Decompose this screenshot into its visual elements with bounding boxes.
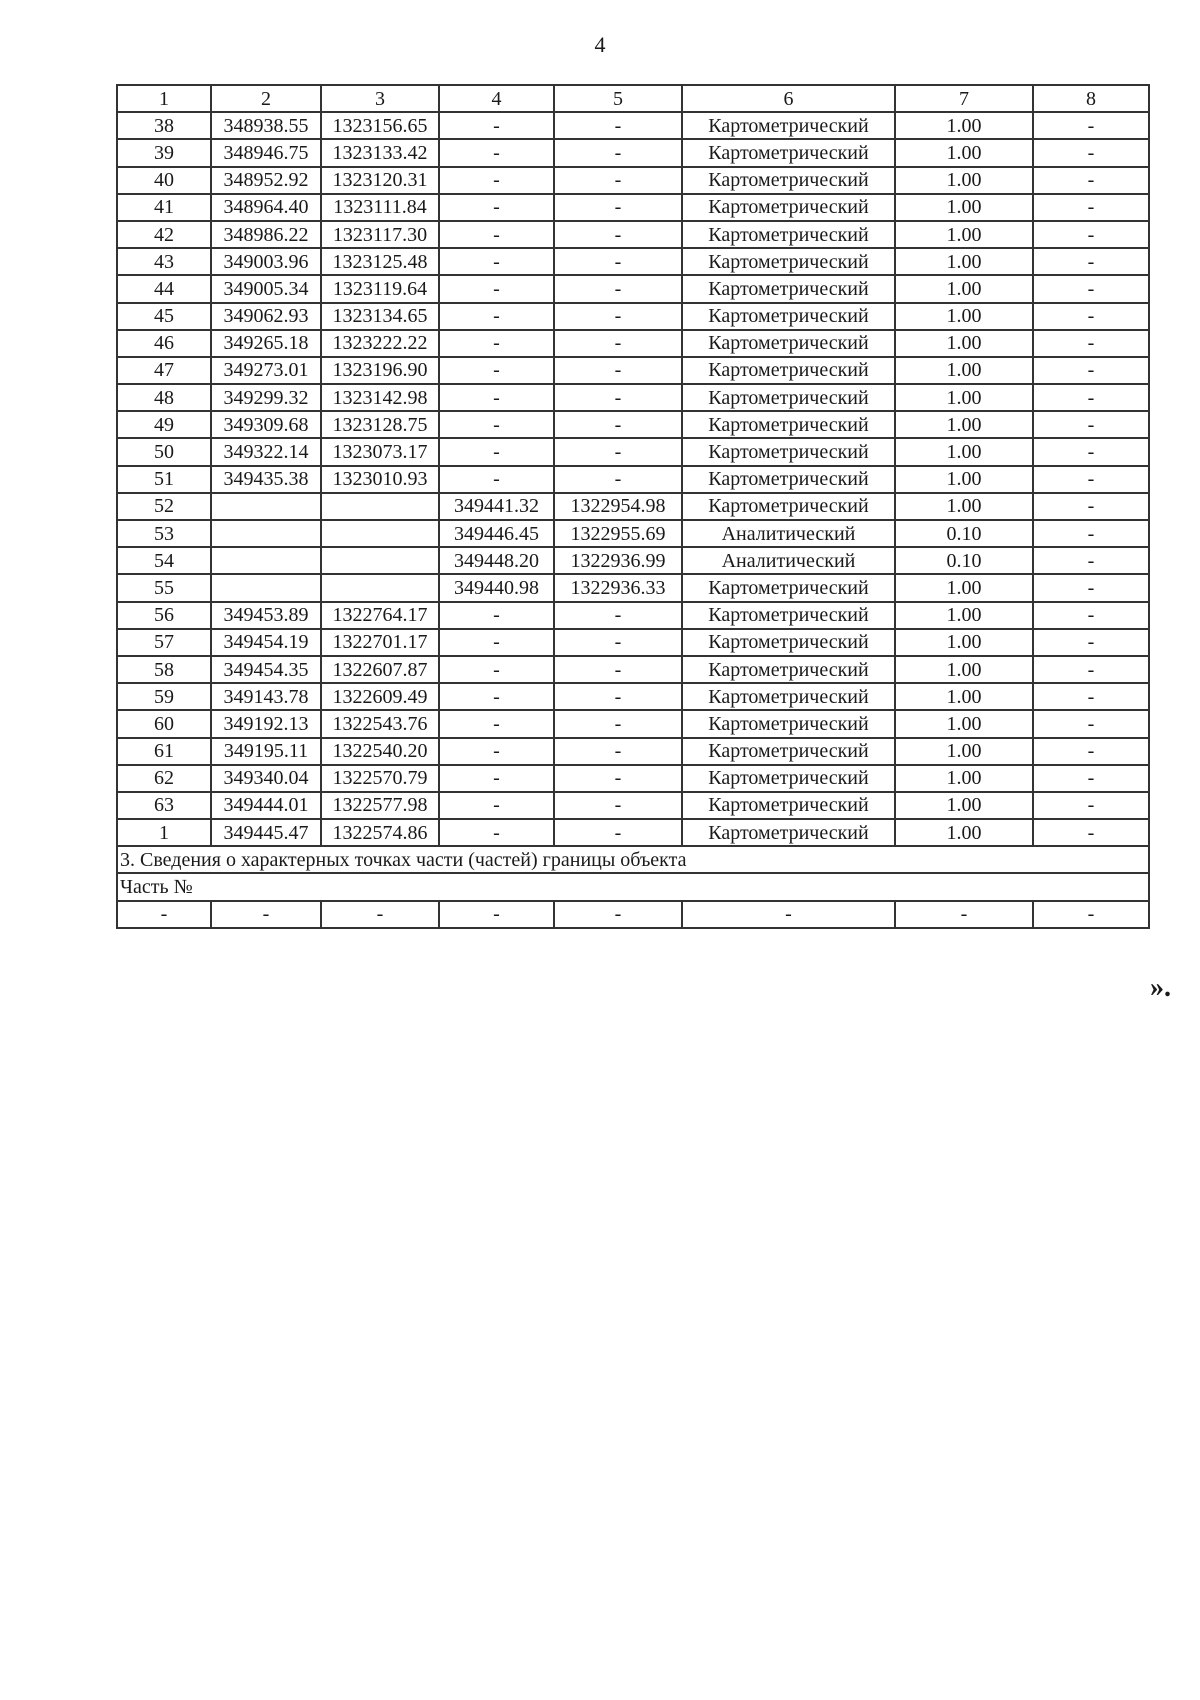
table-cell: 1.00 — [895, 710, 1033, 737]
table-cell: 349448.20 — [439, 547, 554, 574]
table-cell: - — [554, 275, 682, 302]
table-cell: 349195.11 — [211, 738, 321, 765]
table-cell: 1.00 — [895, 738, 1033, 765]
table-cell: 1323119.64 — [321, 275, 439, 302]
table-cell: Картометрический — [682, 194, 895, 221]
table-cell: Картометрический — [682, 139, 895, 166]
table-cell: - — [554, 357, 682, 384]
part-label-row — [117, 873, 1149, 900]
table-cell: - — [1033, 384, 1149, 411]
table-cell: - — [554, 330, 682, 357]
table-cell: - — [1033, 357, 1149, 384]
table-cell: 349322.14 — [211, 438, 321, 465]
table-cell: Картометрический — [682, 602, 895, 629]
table-cell: 1322954.98 — [554, 493, 682, 520]
part-label: Часть № — [117, 873, 1149, 900]
final-row — [117, 901, 1149, 928]
table-cell: 52 — [117, 493, 211, 520]
table-cell: 349454.19 — [211, 629, 321, 656]
table-row — [117, 411, 1149, 438]
table-cell: Картометрический — [682, 574, 895, 601]
table-cell: Картометрический — [682, 303, 895, 330]
table-cell: - — [1033, 765, 1149, 792]
table-cell: 1.00 — [895, 765, 1033, 792]
table-row — [117, 602, 1149, 629]
table-cell: 1322764.17 — [321, 602, 439, 629]
table-cell: - — [554, 466, 682, 493]
table-cell: 46 — [117, 330, 211, 357]
table-cell: 1323196.90 — [321, 357, 439, 384]
table-cell: 348964.40 — [211, 194, 321, 221]
table-cell: - — [439, 738, 554, 765]
table-cell: - — [1033, 520, 1149, 547]
table-cell: 1.00 — [895, 493, 1033, 520]
table-cell: 349273.01 — [211, 357, 321, 384]
table-row — [117, 438, 1149, 465]
table-cell: 1322543.76 — [321, 710, 439, 737]
table-cell: Аналитический — [682, 520, 895, 547]
table-row — [117, 112, 1149, 139]
header-cell: 7 — [895, 85, 1033, 112]
table-cell: 348986.22 — [211, 221, 321, 248]
table-cell: - — [439, 139, 554, 166]
coordinates-table — [116, 84, 1150, 929]
table-cell: 349143.78 — [211, 683, 321, 710]
table-cell — [321, 520, 439, 547]
table-cell: - — [439, 466, 554, 493]
table-cell: 1.00 — [895, 819, 1033, 846]
header-cell: 4 — [439, 85, 554, 112]
table-cell: - — [439, 112, 554, 139]
closing-quote: ». — [1150, 972, 1171, 1003]
table-cell: 54 — [117, 547, 211, 574]
table-cell: 349444.01 — [211, 792, 321, 819]
table-cell: - — [439, 167, 554, 194]
table-cell: - — [1033, 602, 1149, 629]
table-cell: 1322955.69 — [554, 520, 682, 547]
table-cell: 59 — [117, 683, 211, 710]
table-cell: - — [554, 819, 682, 846]
table-cell: - — [682, 901, 895, 928]
table-cell: - — [554, 792, 682, 819]
table-cell: 1.00 — [895, 112, 1033, 139]
table-cell: 1 — [117, 819, 211, 846]
table-cell — [321, 493, 439, 520]
table-cell: 1.00 — [895, 139, 1033, 166]
table-cell: 1.00 — [895, 275, 1033, 302]
table-cell: - — [439, 357, 554, 384]
table-cell — [211, 547, 321, 574]
table-row — [117, 303, 1149, 330]
table-cell: Картометрический — [682, 765, 895, 792]
section-title-row — [117, 846, 1149, 873]
table-cell: 349454.35 — [211, 656, 321, 683]
header-cell: 3 — [321, 85, 439, 112]
table-cell: - — [439, 194, 554, 221]
header-cell: 2 — [211, 85, 321, 112]
table-cell: - — [1033, 574, 1149, 601]
table-cell: - — [554, 411, 682, 438]
table-row — [117, 221, 1149, 248]
table-cell: Картометрический — [682, 357, 895, 384]
table-cell — [211, 520, 321, 547]
table-cell: - — [439, 656, 554, 683]
table-cell: - — [439, 275, 554, 302]
table-cell: Картометрический — [682, 792, 895, 819]
header-cell: 6 — [682, 85, 895, 112]
table-cell: 48 — [117, 384, 211, 411]
table-cell: 1.00 — [895, 411, 1033, 438]
table-row — [117, 493, 1149, 520]
table-cell: 349340.04 — [211, 765, 321, 792]
table-cell: 50 — [117, 438, 211, 465]
table-cell: 348946.75 — [211, 139, 321, 166]
table-cell: 1.00 — [895, 357, 1033, 384]
section-title: 3. Сведения о характерных точках части (частей) границы объекта — [117, 846, 1149, 873]
table-row — [117, 765, 1149, 792]
table-cell: - — [554, 139, 682, 166]
table-cell — [321, 547, 439, 574]
table-cell: - — [554, 384, 682, 411]
table-cell: 47 — [117, 357, 211, 384]
table-row — [117, 710, 1149, 737]
table-row — [117, 738, 1149, 765]
table-cell: 349309.68 — [211, 411, 321, 438]
header-cell: 5 — [554, 85, 682, 112]
table-cell: 1322540.20 — [321, 738, 439, 765]
table-cell: - — [1033, 738, 1149, 765]
table-cell: 1323134.65 — [321, 303, 439, 330]
table-cell: - — [895, 901, 1033, 928]
table-cell: Картометрический — [682, 330, 895, 357]
table-cell: - — [1033, 792, 1149, 819]
table-cell: 1322570.79 — [321, 765, 439, 792]
table-cell: - — [554, 167, 682, 194]
table-row — [117, 466, 1149, 493]
table-cell: Картометрический — [682, 112, 895, 139]
table-cell: 349003.96 — [211, 248, 321, 275]
table-cell: 61 — [117, 738, 211, 765]
table-cell: - — [554, 438, 682, 465]
table-cell: Картометрический — [682, 493, 895, 520]
page-number: 4 — [594, 32, 606, 57]
table-cell: 1.00 — [895, 656, 1033, 683]
table-cell: 1323142.98 — [321, 384, 439, 411]
table-cell: 1.00 — [895, 330, 1033, 357]
table-cell: - — [439, 629, 554, 656]
header-cell: 8 — [1033, 85, 1149, 112]
table-cell: 349192.13 — [211, 710, 321, 737]
table-cell: 57 — [117, 629, 211, 656]
table-cell: 0.10 — [895, 520, 1033, 547]
table-cell: - — [1033, 656, 1149, 683]
table-cell: - — [554, 656, 682, 683]
table-cell: 49 — [117, 411, 211, 438]
table-cell: 349453.89 — [211, 602, 321, 629]
table-cell: Картометрический — [682, 384, 895, 411]
table-cell — [321, 574, 439, 601]
table-cell: - — [117, 901, 211, 928]
table-cell: 1322609.49 — [321, 683, 439, 710]
table-cell: 1323156.65 — [321, 112, 439, 139]
table-cell: - — [554, 738, 682, 765]
table-cell: - — [1033, 330, 1149, 357]
table-cell: 1.00 — [895, 683, 1033, 710]
table-cell: 42 — [117, 221, 211, 248]
table-cell: 41 — [117, 194, 211, 221]
header-row — [117, 85, 1149, 112]
table-cell: 1322936.99 — [554, 547, 682, 574]
table-row — [117, 574, 1149, 601]
table-cell: Картометрический — [682, 248, 895, 275]
table-cell: - — [554, 221, 682, 248]
table-cell: 349440.98 — [439, 574, 554, 601]
table-cell: - — [554, 629, 682, 656]
table-cell: - — [1033, 275, 1149, 302]
table-row — [117, 520, 1149, 547]
table-cell: - — [554, 683, 682, 710]
table-cell: - — [1033, 547, 1149, 574]
table-cell: 63 — [117, 792, 211, 819]
table-cell: 1322936.33 — [554, 574, 682, 601]
table-cell: 1322574.86 — [321, 819, 439, 846]
table-cell: - — [1033, 466, 1149, 493]
table-cell: 40 — [117, 167, 211, 194]
table-cell: - — [1033, 139, 1149, 166]
table-cell: 349435.38 — [211, 466, 321, 493]
table-cell: - — [1033, 167, 1149, 194]
table-cell: 349441.32 — [439, 493, 554, 520]
table-row — [117, 656, 1149, 683]
table-cell: - — [1033, 194, 1149, 221]
table-cell: - — [1033, 438, 1149, 465]
table-cell: Картометрический — [682, 466, 895, 493]
table-cell: - — [211, 901, 321, 928]
table-cell: 0.10 — [895, 547, 1033, 574]
table-cell: Картометрический — [682, 683, 895, 710]
table-cell: 349446.45 — [439, 520, 554, 547]
table-cell: Картометрический — [682, 411, 895, 438]
table-cell: - — [439, 248, 554, 275]
table-cell: - — [439, 411, 554, 438]
table-row — [117, 792, 1149, 819]
table-cell: 62 — [117, 765, 211, 792]
table-cell: - — [1033, 493, 1149, 520]
table-cell: 56 — [117, 602, 211, 629]
table-cell — [211, 574, 321, 601]
table-cell: Картометрический — [682, 819, 895, 846]
table-cell: 43 — [117, 248, 211, 275]
table-row — [117, 819, 1149, 846]
table-cell: - — [439, 602, 554, 629]
table-cell: 44 — [117, 275, 211, 302]
table-cell: Картометрический — [682, 656, 895, 683]
table-cell: - — [554, 248, 682, 275]
table-cell: - — [1033, 819, 1149, 846]
table-cell: 1323117.30 — [321, 221, 439, 248]
table-cell: 1.00 — [895, 602, 1033, 629]
table-cell: 60 — [117, 710, 211, 737]
table-cell: 1.00 — [895, 438, 1033, 465]
table-cell: - — [439, 683, 554, 710]
table-cell: 348952.92 — [211, 167, 321, 194]
table-cell: Картометрический — [682, 710, 895, 737]
table-cell: 1323133.42 — [321, 139, 439, 166]
table-row — [117, 139, 1149, 166]
table-row — [117, 330, 1149, 357]
table-cell: - — [439, 765, 554, 792]
table-cell: - — [554, 765, 682, 792]
table-cell: 38 — [117, 112, 211, 139]
table-cell: - — [1033, 629, 1149, 656]
table-cell: 1323125.48 — [321, 248, 439, 275]
table-cell: Картометрический — [682, 629, 895, 656]
table-cell: 1.00 — [895, 629, 1033, 656]
table-cell: 1.00 — [895, 221, 1033, 248]
table-cell: - — [1033, 303, 1149, 330]
table-cell: 51 — [117, 466, 211, 493]
table-cell: 348938.55 — [211, 112, 321, 139]
table-cell: 1.00 — [895, 384, 1033, 411]
table-cell: - — [554, 710, 682, 737]
table-cell: 45 — [117, 303, 211, 330]
table-cell: - — [439, 303, 554, 330]
table-cell: 1.00 — [895, 248, 1033, 275]
table-cell: - — [439, 710, 554, 737]
table-cell: 1322701.17 — [321, 629, 439, 656]
table-cell: 1322577.98 — [321, 792, 439, 819]
table-cell: - — [439, 384, 554, 411]
table-cell: 349005.34 — [211, 275, 321, 302]
table-cell: - — [554, 602, 682, 629]
table-cell: - — [1033, 710, 1149, 737]
table-cell: 1.00 — [895, 466, 1033, 493]
table-cell: 349062.93 — [211, 303, 321, 330]
table-cell: 1323128.75 — [321, 411, 439, 438]
table-cell: 349265.18 — [211, 330, 321, 357]
table-cell: 53 — [117, 520, 211, 547]
table-cell: 1.00 — [895, 167, 1033, 194]
table-cell: Картометрический — [682, 438, 895, 465]
table-cell: - — [1033, 683, 1149, 710]
table-cell: 39 — [117, 139, 211, 166]
table-cell: - — [1033, 112, 1149, 139]
table-row — [117, 683, 1149, 710]
table-cell: Картометрический — [682, 221, 895, 248]
table-row — [117, 384, 1149, 411]
table-cell: 349299.32 — [211, 384, 321, 411]
table-cell: Аналитический — [682, 547, 895, 574]
table-row — [117, 167, 1149, 194]
header-cell: 1 — [117, 85, 211, 112]
table-cell: 1.00 — [895, 792, 1033, 819]
table-cell: - — [321, 901, 439, 928]
table-cell: - — [439, 819, 554, 846]
table-row — [117, 194, 1149, 221]
table-cell: Картометрический — [682, 275, 895, 302]
table-cell: 1322607.87 — [321, 656, 439, 683]
table-cell: - — [554, 303, 682, 330]
table-row — [117, 275, 1149, 302]
table-cell: - — [439, 792, 554, 819]
table-cell: - — [554, 112, 682, 139]
table-cell: - — [554, 194, 682, 221]
table-row — [117, 357, 1149, 384]
table-cell: - — [439, 438, 554, 465]
table-cell: 1323120.31 — [321, 167, 439, 194]
table-row — [117, 248, 1149, 275]
table-cell: 1.00 — [895, 303, 1033, 330]
table-row — [117, 629, 1149, 656]
table-cell: - — [554, 901, 682, 928]
table-row — [117, 547, 1149, 574]
table-cell: 1323111.84 — [321, 194, 439, 221]
table-cell: - — [439, 330, 554, 357]
table-cell: Картометрический — [682, 738, 895, 765]
table-cell: - — [1033, 248, 1149, 275]
table-cell — [211, 493, 321, 520]
table-cell: 1323073.17 — [321, 438, 439, 465]
table-cell: 1.00 — [895, 194, 1033, 221]
table-cell: 349445.47 — [211, 819, 321, 846]
table-cell: 1323010.93 — [321, 466, 439, 493]
table-cell: - — [439, 221, 554, 248]
table-cell: - — [439, 901, 554, 928]
table-cell: 58 — [117, 656, 211, 683]
table-cell: 55 — [117, 574, 211, 601]
table-cell: - — [1033, 901, 1149, 928]
table-cell: - — [1033, 221, 1149, 248]
table-cell: 1.00 — [895, 574, 1033, 601]
table-cell: - — [1033, 411, 1149, 438]
table-cell: Картометрический — [682, 167, 895, 194]
table-cell: 1323222.22 — [321, 330, 439, 357]
